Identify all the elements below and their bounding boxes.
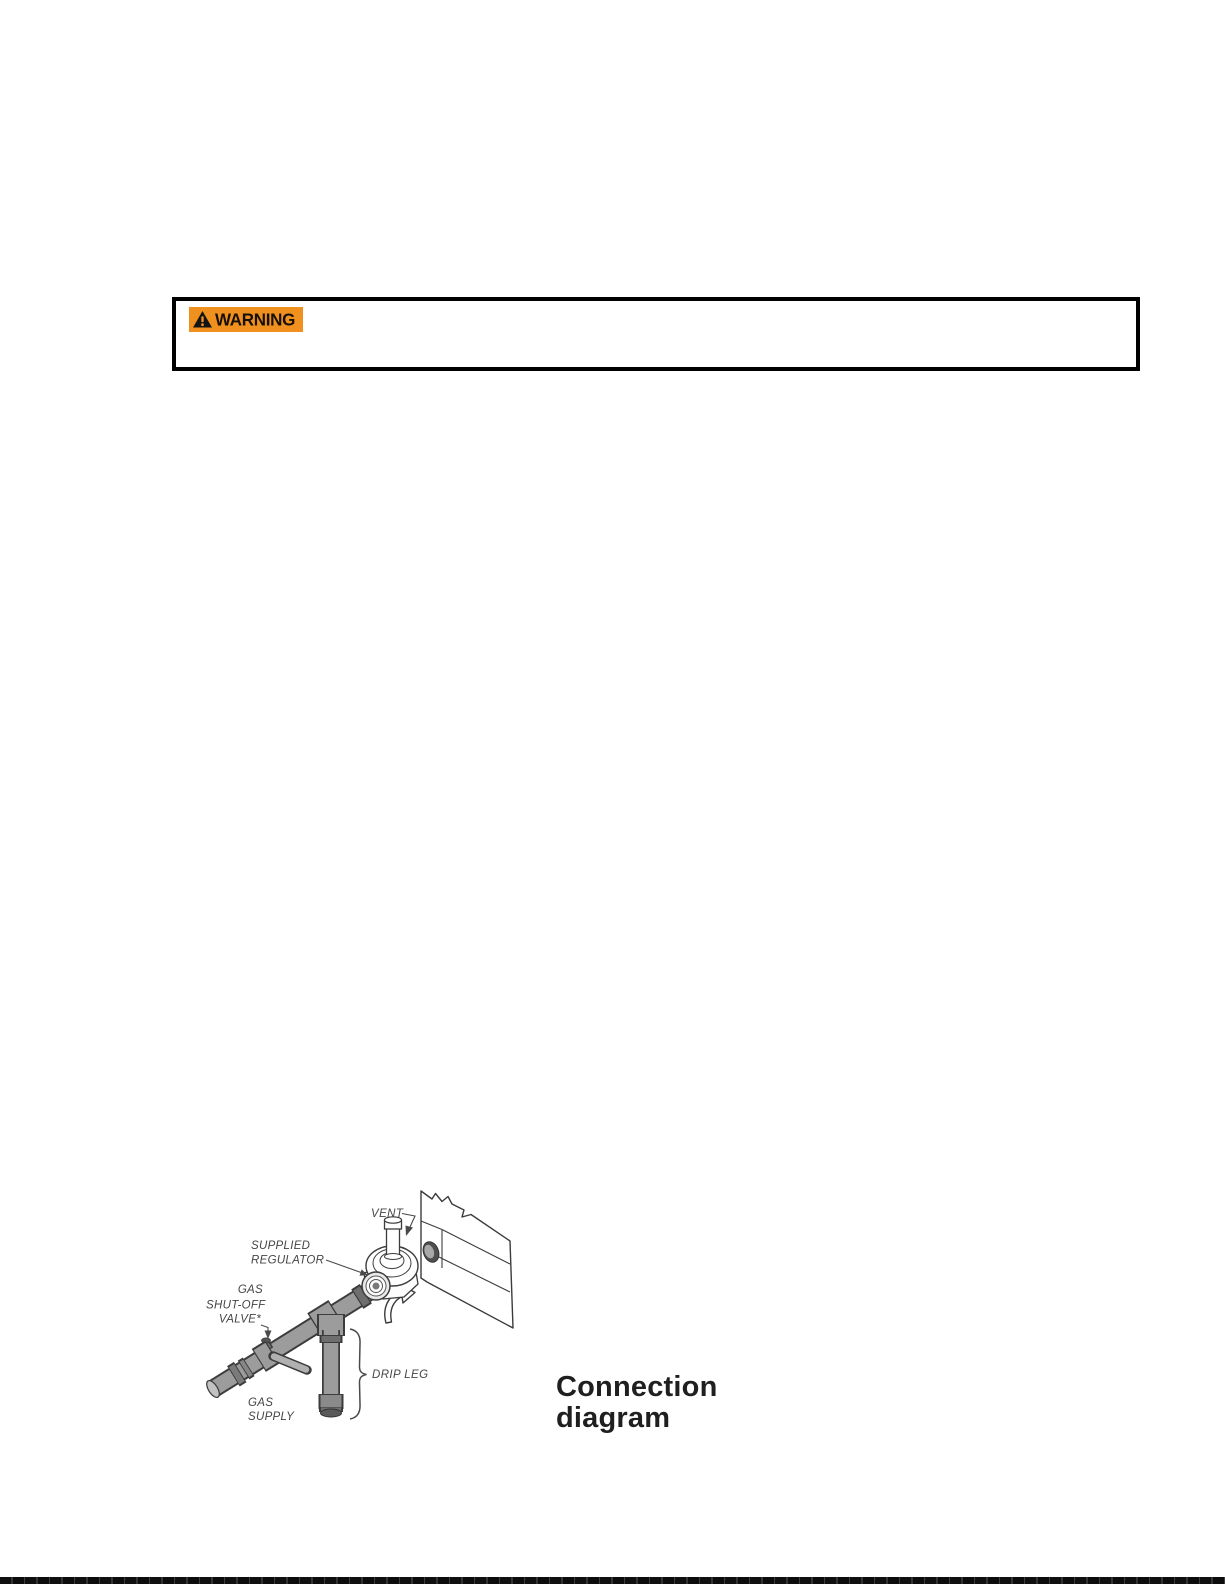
label-valve: VALVE* — [218, 1313, 261, 1326]
drip-leg-pipe — [321, 1330, 342, 1417]
page-edge-strip — [0, 1577, 1225, 1584]
warning-box — [172, 297, 1140, 371]
warning-badge — [189, 307, 303, 332]
label-gas: GAS — [237, 1284, 263, 1296]
connection-diagram-svg — [180, 1180, 700, 1510]
drip-leg-brace — [350, 1329, 367, 1419]
regulator-vent-pipe — [385, 1217, 402, 1260]
label-gas-supply-2: SUPPLY — [248, 1411, 295, 1423]
regulator-inlet — [362, 1272, 390, 1300]
label-supplied: SUPPLIED — [251, 1240, 311, 1252]
diagram-caption-line2: diagram — [556, 1402, 671, 1434]
warning-triangle-icon — [192, 310, 213, 329]
label-gas-supply-1: GAS — [248, 1397, 274, 1409]
label-drip-leg: DRIP LEG — [372, 1369, 429, 1381]
label-regulator: REGULATOR — [251, 1254, 325, 1267]
diagram-caption-line1: Connection — [556, 1371, 718, 1403]
drip-leg-cap — [321, 1394, 342, 1417]
diagram-caption — [556, 1372, 718, 1434]
label-vent: VENT — [371, 1208, 404, 1220]
warning-badge-label: WARNING — [215, 309, 296, 330]
connection-diagram — [180, 1180, 700, 1510]
label-shutoff: SHUT-OFF — [206, 1299, 266, 1312]
